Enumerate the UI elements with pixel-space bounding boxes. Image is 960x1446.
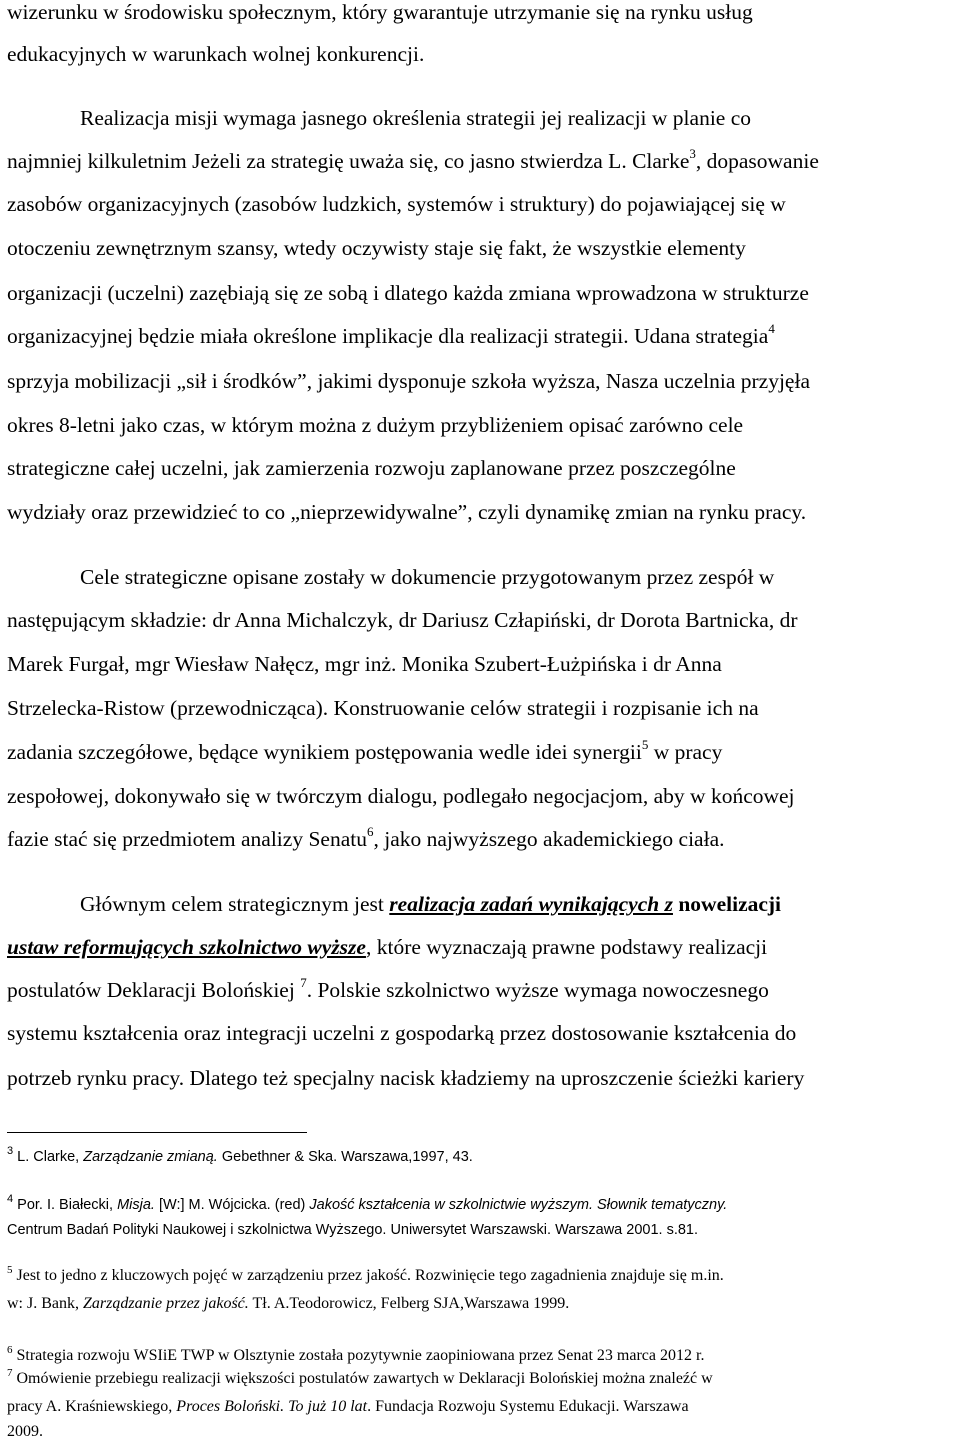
text-run: Omówienie przebiegu realizacji większości postulatów zawartych w Deklaracji Bolońskiej można znaleźć w [12,1370,713,1387]
text-run: Głównym celem strategicznym jest [80,892,390,916]
body-line: potrzeb rynku pracy. Dlatego też specjalny nacisk kładziemy na uproszczenie ścieżki kariery [7,1066,805,1090]
text-run: [W:] M. Wójcicka. (red) [154,1197,310,1213]
body-line [7,145,819,173]
body-line: otoczeniu zewnętrznym szansy, wtedy oczywisty staje się fakt, że wszystkie elementy [7,236,746,260]
text-run: Gebethner & Ska. Warszawa,1997, 43. [217,1149,473,1165]
footnote-ref: 5 [641,736,649,752]
text-run: zadania szczegółowe, będące wynikiem postępowania wedle idei synergii [7,740,642,764]
footnote-4-line-2: Centrum Badań Polityki Naukowej i szkolnictwa Wyższego. Uniwersytet Warszawski. Warszawa 2001. s.81. [7,1222,699,1238]
text-run: L. Clarke, [13,1149,84,1165]
text-run: w: J. Bank, [7,1295,83,1312]
text-run: . Polskie szkolnictwo wyższe wymaga nowoczesnego [306,978,769,1002]
text-run: , dopasowanie [695,149,819,173]
body-line [7,320,775,348]
body-line: okres 8-letni jako czas, w którym można z dużym przybliżeniem opisać zarówno cele [7,413,744,437]
footnote-ref: 4 [768,320,775,336]
italic-text: Zarządzanie przez jakość. [83,1295,249,1312]
footnote-ref: 7 [300,974,307,990]
body-line: strategiczne całej uczelni, jak zamierzenia rozwoju zaplanowane przez poszczególne [7,456,736,480]
footnote-6 [7,1343,705,1364]
footnote-7-line-2 [7,1399,689,1415]
body-line: systemu kształcenia oraz integracji uczelni z gospodarką przez dostosowanie kształcenia do [7,1021,797,1045]
body-line: następującym składzie: dr Anna Michalczyk, dr Dariusz Człapiński, dr Dorota Bartnicka, dr [7,608,798,632]
text-run: pracy A. Kraśniewskiego, [7,1398,177,1415]
footnote-7 [7,1366,713,1387]
italic-text: Misja. [117,1197,155,1213]
body-line: zasobów organizacyjnych (zasobów ludzkich, systemów i struktury) do pojawiającej się w [7,192,786,216]
body-line [7,736,723,764]
footnote-ref: 6 [366,823,374,839]
text-run: organizacyjnej będzie miała określone implikacje dla realizacji strategii. Udana strategia [7,324,769,348]
body-line: edukacyjnych w warunkach wolnej konkurencji. [7,42,425,66]
footnote-number: 6 [7,1343,13,1356]
footnote-ref: 3 [689,145,696,161]
body-line: Strzelecka-Ristow (przewodnicząca). Konstruowanie celów strategii i rozpisanie ich na [7,696,759,720]
body-line [7,823,725,851]
body-line: sprzyja mobilizacji „sił i środków”, jakimi dysponuje szkoła wyższa, Nasza uczelnia przyjęła [7,369,810,393]
body-line: Marek Furgał, mgr Wiesław Nałęcz, mgr inż. Monika Szubert-Łużpińska i dr Anna [7,652,722,676]
footnote-5-line-2 [7,1296,569,1312]
footnote-5 [7,1263,724,1284]
footnote-separator [7,1132,307,1133]
italic-text: Proces Boloński. To już 10 lat [176,1398,368,1415]
text-run: . Fundacja Rozwoju Systemu Edukacji. Warszawa [367,1398,689,1415]
paragraph-first-line [80,894,781,916]
body-line [7,937,767,959]
text-run: w pracy [648,740,723,764]
text-run: , które wyznaczają prawne podstawy realizacji [365,935,768,959]
bold-text: nowelizacji [672,892,782,916]
text-run: Jest to jedno z kluczowych pojęć w zarządzeniu przez jakość. Rozwinięcie tego zagadnienia znajduje się m.in. [12,1267,724,1284]
italic-text: Jakość kształcenia w szkolnictwie wyższym. Słownik tematyczny. [309,1197,728,1213]
footnote-number: 3 [7,1145,14,1158]
body-line: organizacji (uczelni) zazębiają się ze sobą i dlatego każda zmiana wprowadzona w strukturze [7,281,809,305]
footnote-4 [7,1193,728,1213]
italic-text: Zarządzanie zmianą. [83,1149,218,1165]
body-line: wydziały oraz przewidzieć to co „nieprzewidywalne”, czyli dynamikę zmian na rynku pracy. [7,500,807,524]
footnote-number: 5 [7,1263,13,1276]
paragraph-first-line: Realizacja misji wymaga jasnego określenia strategii jej realizacji w planie co [80,106,752,130]
paragraph-first-line: Cele strategiczne opisane zostały w dokumencie przygotowanym przez zespół w [80,565,775,589]
footnote-number: 4 [7,1193,14,1206]
emphasis-text: ustaw reformujących szkolnictwo wyższe [7,935,366,959]
text-run: postulatów Deklaracji Bolońskiej [7,978,301,1002]
text-run: Strategia rozwoju WSIiE TWP w Olsztynie została pozytywnie zaopiniowana przez Senat 23 marca 2012 r. [12,1347,705,1364]
text-run: Por. I. Białecki, [13,1197,118,1213]
footnote-number: 7 [7,1366,13,1379]
footnote-7-line-3: 2009. [7,1423,43,1440]
text-run: , jako najwyższego akademickiego ciała. [373,827,725,851]
body-line: wizerunku w środowisku społecznym, który gwarantuje utrzymanie się na rynku usług [7,0,753,24]
text-run: Tł. A.Teodorowicz, Felberg SJA,Warszawa 1999. [248,1295,570,1312]
text-run: najmniej kilkuletnim Jeżeli za strategię uważa się, co jasno stwierdza L. Clarke [7,149,690,173]
body-line: zespołowej, dokonywało się w twórczym dialogu, podlegało negocjacjom, aby w końcowej [7,784,795,808]
emphasis-text: realizacja zadań wynikających z [389,892,673,916]
text-run: fazie stać się przedmiotem analizy Senatu [7,827,367,851]
body-line [7,974,769,1002]
footnote-3 [7,1145,473,1165]
